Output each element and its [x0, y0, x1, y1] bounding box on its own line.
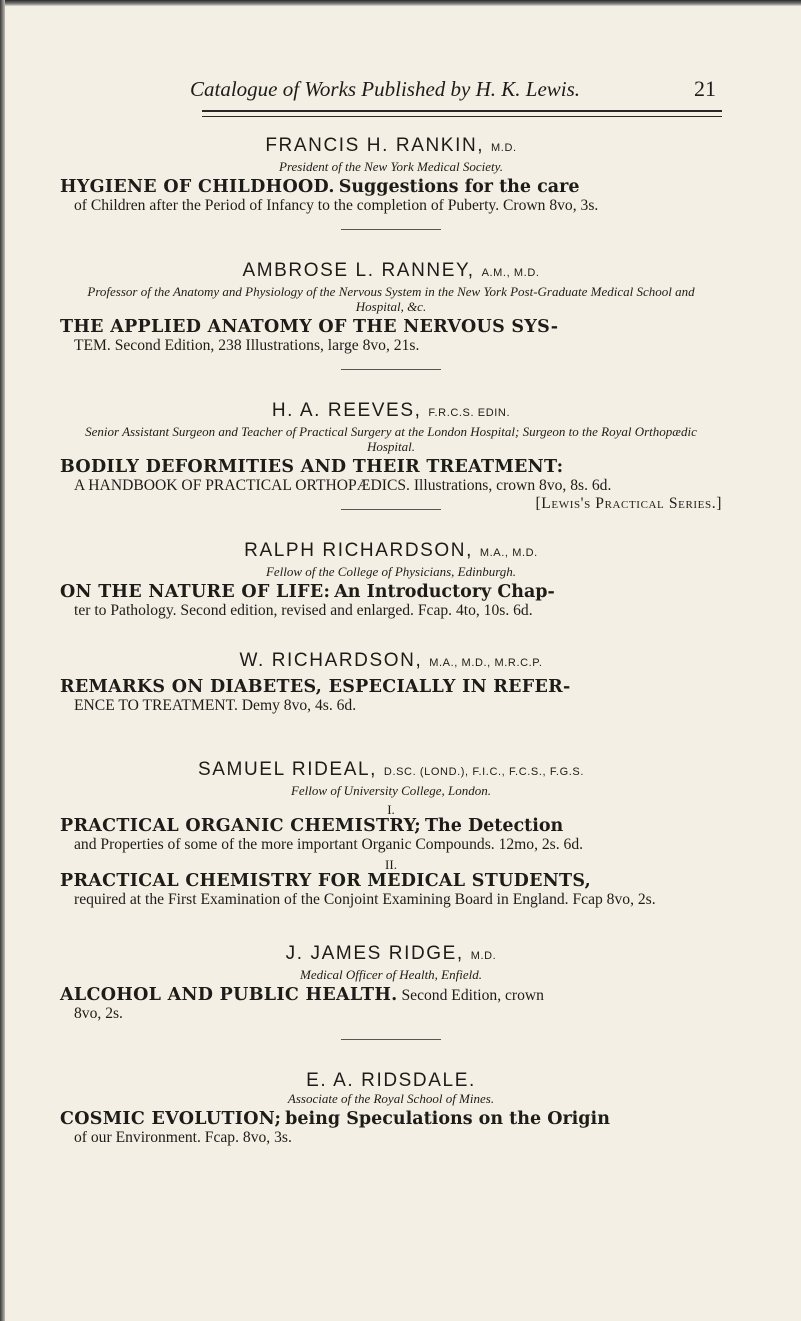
author-affiliation: Professor of the Anatomy and Physiology of the Nervous System in the New York Post-Graduate Medical School and Hospital, &c.: [87, 284, 695, 314]
catalogue-entry: [60, 1070, 722, 1147]
work-description: [60, 817, 722, 854]
author-line: [60, 943, 722, 967]
work-title: REMARKS ON DIABETES, ESPECIALLY IN REFER-: [60, 677, 571, 697]
work-number: I.: [387, 802, 395, 817]
work-title: ALCOHOL AND PUBLIC HEALTH.: [60, 985, 398, 1005]
catalogue-entry: [60, 650, 722, 715]
author-affiliation: President of the New York Medical Society.: [279, 159, 503, 174]
author-name: W. RICHARDSON,: [239, 650, 423, 671]
work-description: [60, 1110, 722, 1147]
work-details: ENCE TO TREATMENT. Demy 8vo, 4s. 6d.: [74, 697, 357, 714]
author-affiliation: Medical Officer of Health, Enfield.: [300, 967, 482, 982]
work-details: ter to Pathology. Second edition, revised and enlarged. Fcap. 4to, 10s. 6d.: [74, 602, 533, 619]
work-title: THE APPLIED ANATOMY OF THE NERVOUS SYS-: [60, 317, 559, 337]
work-description: [60, 986, 722, 1023]
author-affiliation: Fellow of the College of Physicians, Edinburgh.: [265, 564, 517, 579]
author-degrees: M.D.: [491, 142, 517, 154]
author-name: E. A. RIDSDALE.: [306, 1070, 476, 1091]
work-title: PRACTICAL ORGANIC CHEMISTRY;: [60, 816, 422, 836]
work-subtitle: Second Edition, crown: [401, 987, 544, 1004]
author-degrees: M.A., M.D., M.R.C.P.: [429, 657, 543, 669]
work-details: 8vo, 2s.: [74, 1005, 123, 1022]
work-description: [60, 318, 722, 355]
entry-separator: [341, 369, 441, 370]
work-details-text: A HANDBOOK OF PRACTICAL ORTHOPÆDICS. Illustrations, crown 8vo, 8s. 6d.: [74, 477, 612, 494]
entry-separator: [341, 229, 441, 230]
entry-separator: [341, 1039, 441, 1040]
author-degrees: F.R.C.S. EDIN.: [428, 407, 511, 419]
author-line: [60, 650, 722, 674]
author-affiliation: Senior Assistant Surgeon and Teacher of Practical Surgery at the London Hospital; Surgeon to the Royal Orthopædic Hospital.: [85, 424, 697, 454]
catalogue-entry: [60, 943, 722, 1023]
author-degrees: D.SC. (LOND.), F.I.C., F.C.S., F.G.S.: [383, 766, 584, 778]
author-line: [60, 260, 722, 284]
work-details: TEM. Second Edition, 238 Illustrations, large 8vo, 21s.: [74, 337, 420, 354]
work-description: [60, 583, 722, 620]
page-number: 21: [694, 76, 716, 101]
author-name: RALPH RICHARDSON,: [244, 540, 473, 561]
catalogue-page: [60, 76, 722, 1147]
work-title: BODILY DEFORMITIES AND THEIR TREATMENT:: [60, 457, 564, 477]
work-details: of our Environment. Fcap. 8vo, 3s.: [74, 1129, 292, 1146]
author-line: [60, 540, 722, 564]
author-name: FRANCIS H. RANKIN,: [265, 135, 485, 156]
author-affiliation: Associate of the Royal School of Mines.: [287, 1091, 495, 1106]
author-line: [60, 759, 722, 783]
header-rule-thin: [202, 116, 722, 117]
work-subtitle: An Introductory Chap-: [334, 582, 555, 602]
work-title: HYGIENE OF CHILDHOOD.: [60, 177, 335, 197]
author-name: SAMUEL RIDEAL,: [198, 759, 378, 780]
author-degrees: M.A., M.D.: [479, 547, 538, 559]
work-title: PRACTICAL CHEMISTRY FOR MEDICAL STUDENTS,: [60, 871, 592, 891]
running-title: Catalogue of Works Published by H. K. Lewis.: [190, 77, 581, 101]
running-header: [60, 76, 722, 102]
catalogue-entry: [60, 260, 722, 355]
work-subtitle: being Speculations on the Origin: [285, 1109, 610, 1129]
catalogue-entry: [60, 400, 722, 512]
header-rule-thick: [202, 110, 722, 112]
author-line: [60, 1070, 722, 1091]
work-subtitle: Suggestions for the care: [338, 177, 580, 197]
work-subtitle: The Detection: [424, 816, 564, 836]
work-title: COSMIC EVOLUTION;: [60, 1109, 282, 1129]
work-details: of Children after the Period of Infancy to the completion of Puberty. Crown 8vo, 3s.: [74, 197, 599, 214]
page-binding-edge: [0, 0, 5, 1321]
work-details: and Properties of some of the more important Organic Compounds. 12mo, 2s. 6d.: [74, 836, 584, 853]
author-line: [60, 135, 722, 159]
author-line: [60, 400, 722, 424]
work-number: II.: [385, 857, 397, 872]
series-label: [Lewis's Practical Series.]: [535, 495, 722, 512]
work-description: [60, 678, 722, 715]
catalogue-entry: [60, 135, 722, 215]
entry-separator: [341, 509, 441, 510]
work-details: [60, 477, 722, 512]
page-top-edge: [0, 0, 801, 6]
author-name: H. A. REEVES,: [271, 400, 422, 421]
catalogue-entry: [60, 540, 722, 620]
work-description: [60, 457, 722, 512]
work-description: [60, 178, 722, 215]
author-name: AMBROSE L. RANNEY,: [242, 260, 475, 281]
author-degrees: M.D.: [470, 950, 497, 962]
work-description: [60, 872, 722, 909]
author-degrees: A.M., M.D.: [481, 267, 540, 279]
catalogue-entry: [60, 759, 722, 909]
work-title: ON THE NATURE OF LIFE:: [60, 582, 331, 602]
author-name: J. JAMES RIDGE,: [285, 943, 464, 964]
work-details: required at the First Examination of the Conjoint Examining Board in England. Fcap 8vo, 2s.: [74, 891, 656, 908]
author-affiliation: Fellow of University College, London.: [290, 783, 492, 798]
